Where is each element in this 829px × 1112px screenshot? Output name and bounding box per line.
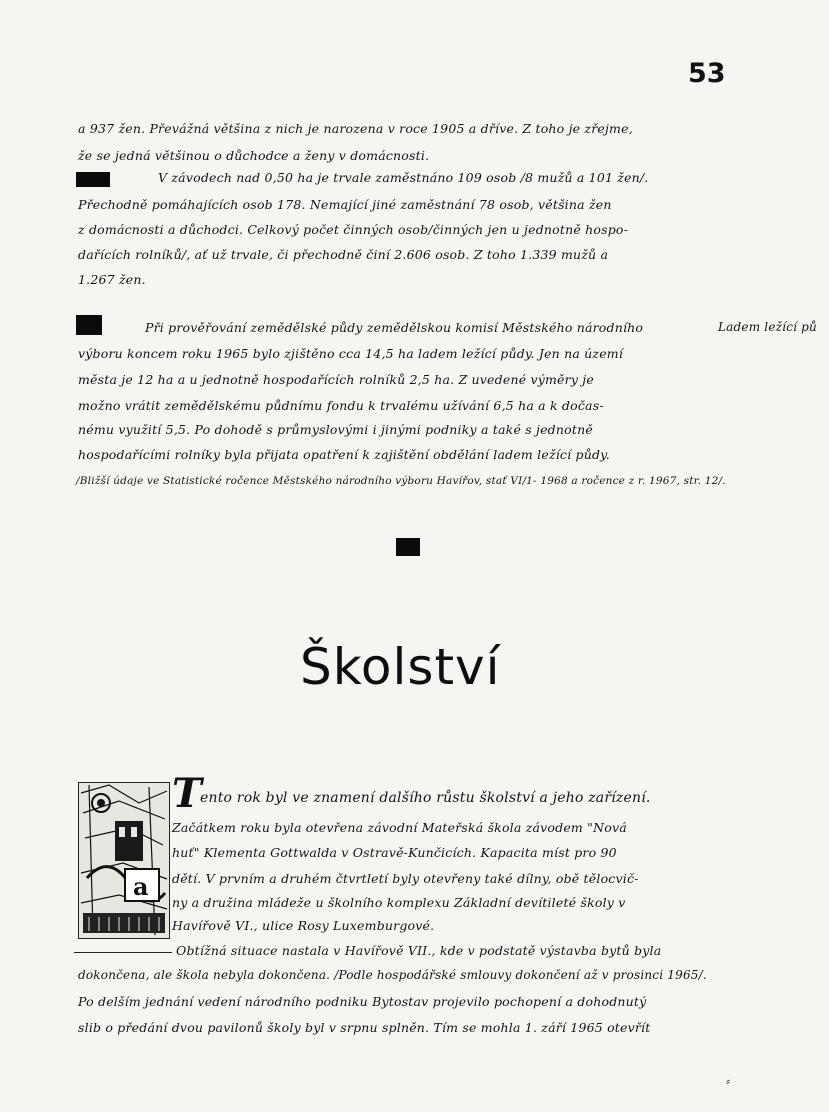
redaction-mark — [396, 538, 420, 556]
redaction-mark — [76, 315, 102, 335]
footnote: /Bližší údaje ve Statistické ročence Městského národního výboru Havířov, stať VI/1- 1968 a ročence z r. 1967, str. 12/. — [76, 475, 726, 487]
text-line: ento rok byl ve znamení dalšího růstu školství a jeho zařízení. — [200, 790, 651, 806]
page-number: 53 — [688, 58, 726, 89]
text-line: huť" Klementa Gottwalda v Ostravě-Kunčicích. Kapacita míst pro 90 — [172, 845, 617, 860]
text-line: V závodech nad 0,50 ha je trvale zaměstnáno 109 osob /8 mužů a 101 žen/. — [158, 170, 649, 185]
text-line: že se jedná většinou o důchodce a ženy v domácnosti. — [78, 148, 430, 163]
redaction-mark — [76, 172, 110, 187]
text-line: nému využití 5,5. Po dohodě s průmyslovými i jinými podniky a také s jednotně — [78, 422, 593, 437]
text-line: dařících rolníků/, ať už trvale, či přechodně činí 2.606 osob. Z toho 1.339 mužů a — [78, 247, 609, 262]
decorative-capital-letter: T — [172, 770, 202, 817]
text-line: dokončena, ale škola nebyla dokončena. /Podle hospodářské smlouvy dokončení až v prosinci 1965/. — [78, 968, 707, 982]
text-line: Při prověřování zemědělské půdy zemědělskou komisí Městského národního — [145, 320, 644, 335]
woodcut-illustration — [79, 783, 169, 938]
decorative-initial-illustration — [78, 782, 170, 939]
text-line: dětí. V prvním a druhém čtvrtletí byly otevřeny také dílny, obě tělocvič- — [172, 871, 639, 886]
text-line: Začátkem roku byla otevřena závodní Mateřská škola závodem "Nová — [172, 820, 627, 835]
text-line: města je 12 ha a u jednotně hospodařících rolníků 2,5 ha. Z uvedené výměry je — [78, 372, 594, 387]
svg-text:a: a — [133, 872, 149, 901]
text-line: 1.267 žen. — [78, 272, 146, 287]
text-line: z domácnosti a důchodci. Celkový počet činných osob/činných jen u jednotně hospo- — [78, 222, 629, 237]
text-line: a 937 žen. Převážná většina z nich je narozena v roce 1905 a dříve. Z toho je zřejme, — [78, 121, 633, 136]
section-title: Školství — [300, 638, 501, 696]
text-line: Přechodně pomáhajících osob 178. Nemající jiné zaměstnání 78 osob, většina žen — [78, 197, 612, 212]
text-line: slib o předání dvou pavilonů školy byl v srpnu splněn. Tím se mohla 1. září 1965 otevřít — [78, 1020, 651, 1035]
text-line: Obtížná situace nastala v Havířově VII., kde v podstatě výstavba bytů byla — [176, 943, 662, 958]
text-line: Po delším jednání vedení národního podniku Bytostav projevilo pochopení a dohodnutý — [78, 994, 647, 1009]
margin-note: Ladem ležící pů — [718, 320, 817, 334]
text-line: ny a družina mládeže u školního komplexu Základní devítileté školy v — [172, 895, 626, 910]
text-line: výboru koncem roku 1965 bylo zjištěno cca 14,5 ha ladem ležící půdy. Jen na území — [78, 346, 624, 361]
text-line: Havířově VI., ulice Rosy Luxemburgové. — [172, 918, 435, 933]
text-line: hospodařícími rolníky byla přijata opatření k zajištění obdělání ladem ležící půdy. — [78, 447, 610, 462]
text-line: možno vrátit zemědělskému půdnímu fondu k trvalému užívání 6,5 ha a k dočas- — [78, 398, 604, 413]
corner-mark: ⸗ — [726, 1074, 730, 1088]
divider-line — [74, 952, 172, 953]
